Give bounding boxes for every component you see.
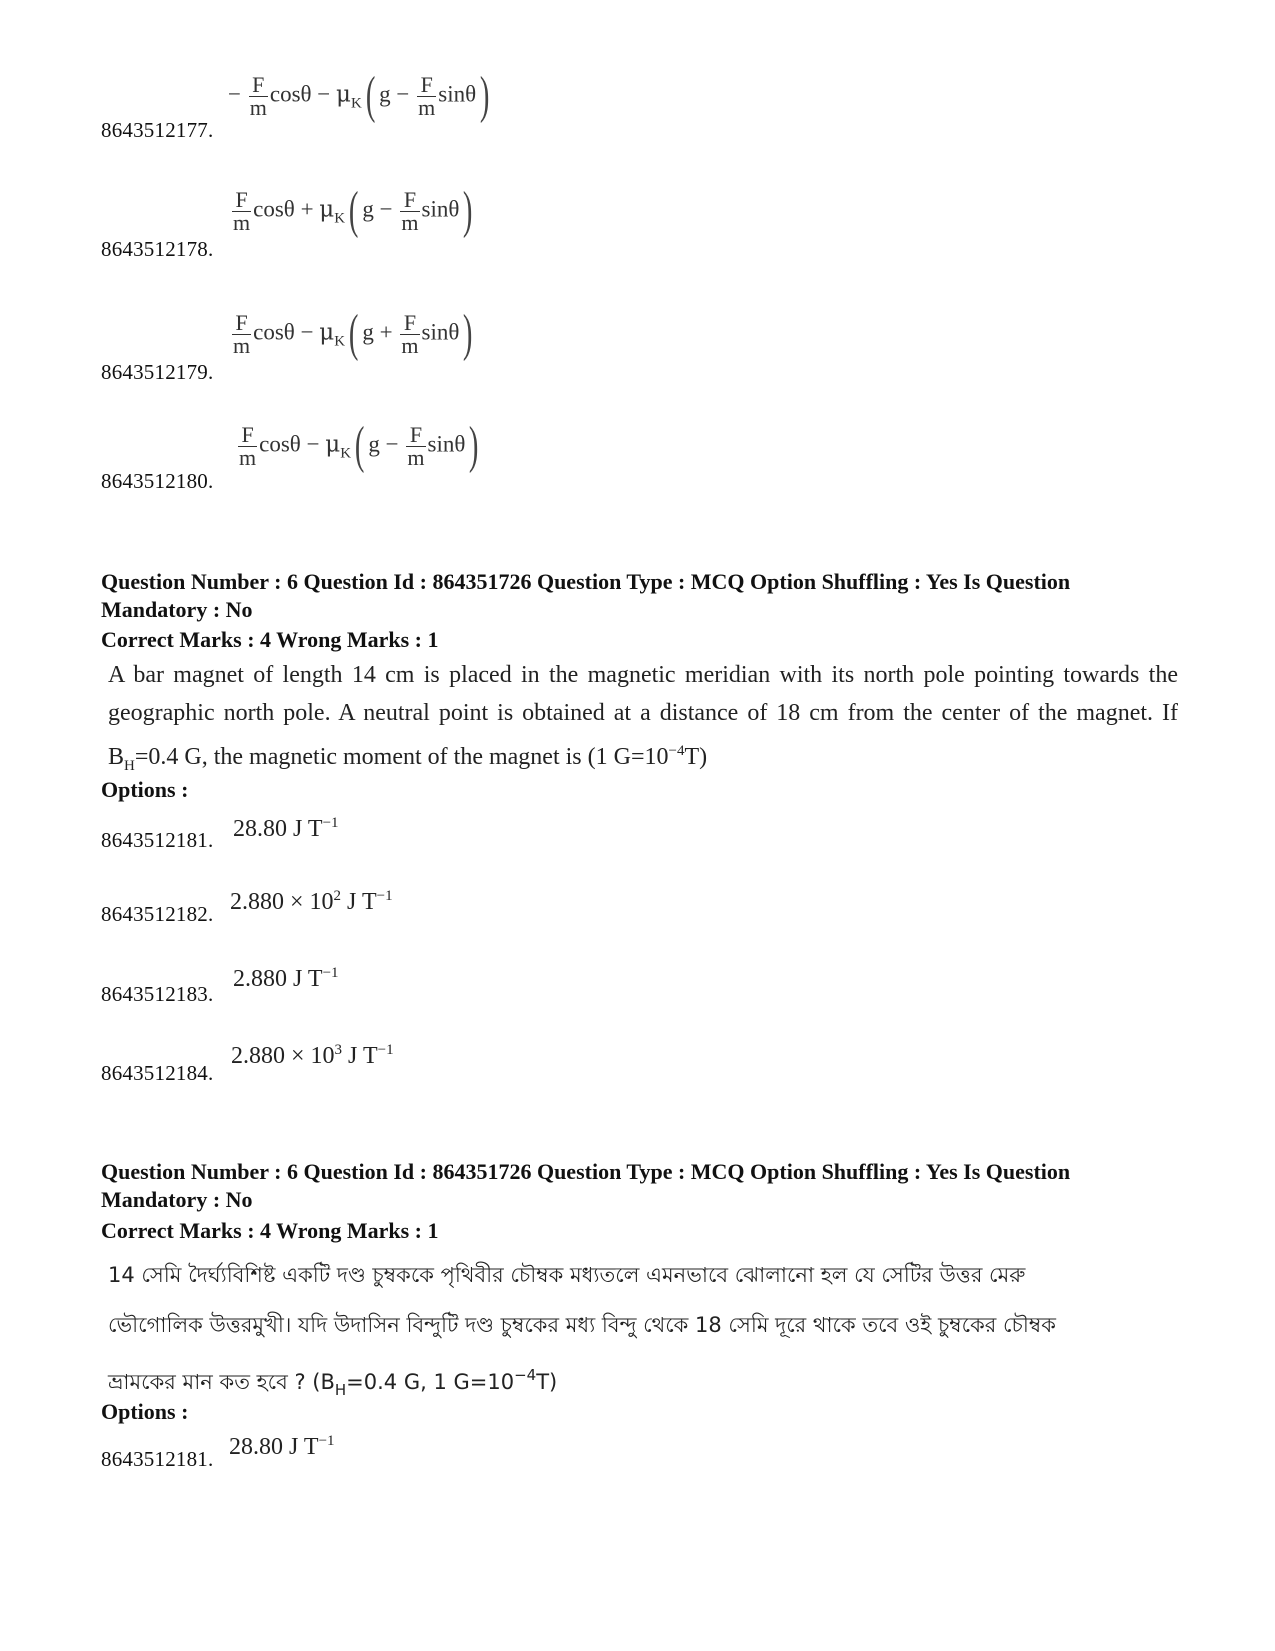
operator-1: − — [300, 319, 314, 345]
question-header: Question Number : 6 Question Id : 864351726 Question Type : MCQ Option Shuffling : Yes Is Question Mandatory : No — [101, 1159, 1071, 1212]
option-id[interactable]: 8643512182. — [101, 902, 214, 926]
fraction-f-over-m: $\frac{F}{m}$ — [233, 186, 251, 235]
operator-1: + — [300, 196, 314, 222]
mu-symbol: μ — [336, 81, 351, 108]
options-label: Options : — [101, 777, 189, 802]
option-id[interactable]: 8643512178. — [101, 237, 214, 261]
option-id[interactable]: 8643512184. — [101, 1061, 214, 1085]
answer-option-4: $2.880 \times 10^3$ J $T^{-1}$ — [231, 1042, 394, 1069]
option-id[interactable]: 8643512181. — [101, 828, 214, 852]
answer-option-2: $2.880 \times 10^2$ J $T^{-1}$ — [230, 888, 393, 915]
fraction-f-over-m: $\frac{F}{m}$ — [401, 186, 419, 235]
answer-option-1: 28.80 J $T^{-1}$ — [229, 1433, 335, 1460]
fraction-f-over-m: $\frac{F}{m}$ — [407, 421, 425, 470]
operator-2: − — [379, 196, 393, 222]
fraction-f-over-m: $\frac{F}{m}$ — [233, 309, 251, 358]
k-subscript: K — [350, 95, 362, 112]
option-id[interactable]: 8643512180. — [101, 469, 214, 493]
fraction-f-over-m: $\frac{F}{m}$ — [239, 421, 257, 470]
cos-term: cosθ — [269, 81, 312, 107]
options-label: Options : — [101, 1399, 189, 1424]
formula-lead-sign: − — [228, 81, 241, 107]
formula-option-3: $\frac{F}{m}$ $\cos\theta - \mu_K$( g + $\frac{F}{m}$ sinθ) — [233, 305, 473, 362]
formula-option-1: − $\frac{F}{m}$ $\cos\theta - \mu_K$( g − $\frac{F}{m}$ sinθ) — [228, 67, 490, 124]
question-text: A bar magnet of length 14 cm is placed in the magnetic meridian with its north pole pointing towards the geographic north pole. A neutral point is obtained at a distance of 18 cm from the center of the magnet. If $B_H=0.4$ G, the magnetic moment of the magnet is (1 $G=10^{-4}T$) — [108, 662, 1178, 774]
marks-line: Correct Marks : 4 Wrong Marks : 1 — [101, 627, 439, 652]
question-header: Question Number : 6 Question Id : 864351726 Question Type : MCQ Option Shuffling : Yes Is Question Mandatory : No — [101, 569, 1071, 622]
fraction-f-over-m: $\frac{F}{m}$ — [401, 309, 419, 358]
operator-1: − — [317, 81, 331, 107]
operator-2: − — [385, 431, 399, 457]
operator-2: + — [379, 319, 393, 345]
formula-option-2: $\frac{F}{m}$ $\cos\theta + \mu_K$( g − $\frac{F}{m}$ sinθ) — [233, 182, 473, 239]
option-id[interactable]: 8643512179. — [101, 360, 214, 384]
formula-option-4: $\frac{F}{m}$ $\cos\theta - \mu_K$( g − $\frac{F}{m}$ sinθ) — [239, 417, 479, 474]
sin-term: sinθ — [438, 81, 477, 107]
question-text-bengali: 14 সেমি দৈর্ঘ্যবিশিষ্ট একটি দণ্ড চুম্বককে পৃথিবীর চৌম্বক মধ্যতলে এমনভাবে ঝোলানো হল যে সেটির উত্তর মেরু ভৌগোলিক উত্তরমুখী। যদি উদাসিন বিন্দুটি দণ্ড চুম্বকের মধ্য বিন্দু থেকে 18 সেমি দূরে থাকে তবে ওই চুম্বকের চৌম্বক ভ্রামকের মান কত হবে ? ($B_H=0.4$ G, 1 $G=10^{-4}T$) — [108, 1263, 1056, 1399]
answer-option-1: 28.80 J $T^{-1}$ — [233, 815, 339, 842]
operator-1: − — [306, 431, 320, 457]
marks-line: Correct Marks : 4 Wrong Marks : 1 — [101, 1218, 439, 1243]
option-id[interactable]: 8643512183. — [101, 982, 214, 1006]
fraction-f-over-m: $\frac{F}{m}$ — [249, 71, 267, 120]
fraction-f-over-m: $\frac{F}{m}$ — [418, 71, 436, 120]
answer-option-3: 2.880 J $T^{-1}$ — [233, 965, 339, 992]
operator-2: − — [396, 81, 410, 107]
option-id[interactable]: 8643512177. — [101, 118, 214, 142]
option-id[interactable]: 8643512181. — [101, 1447, 214, 1471]
